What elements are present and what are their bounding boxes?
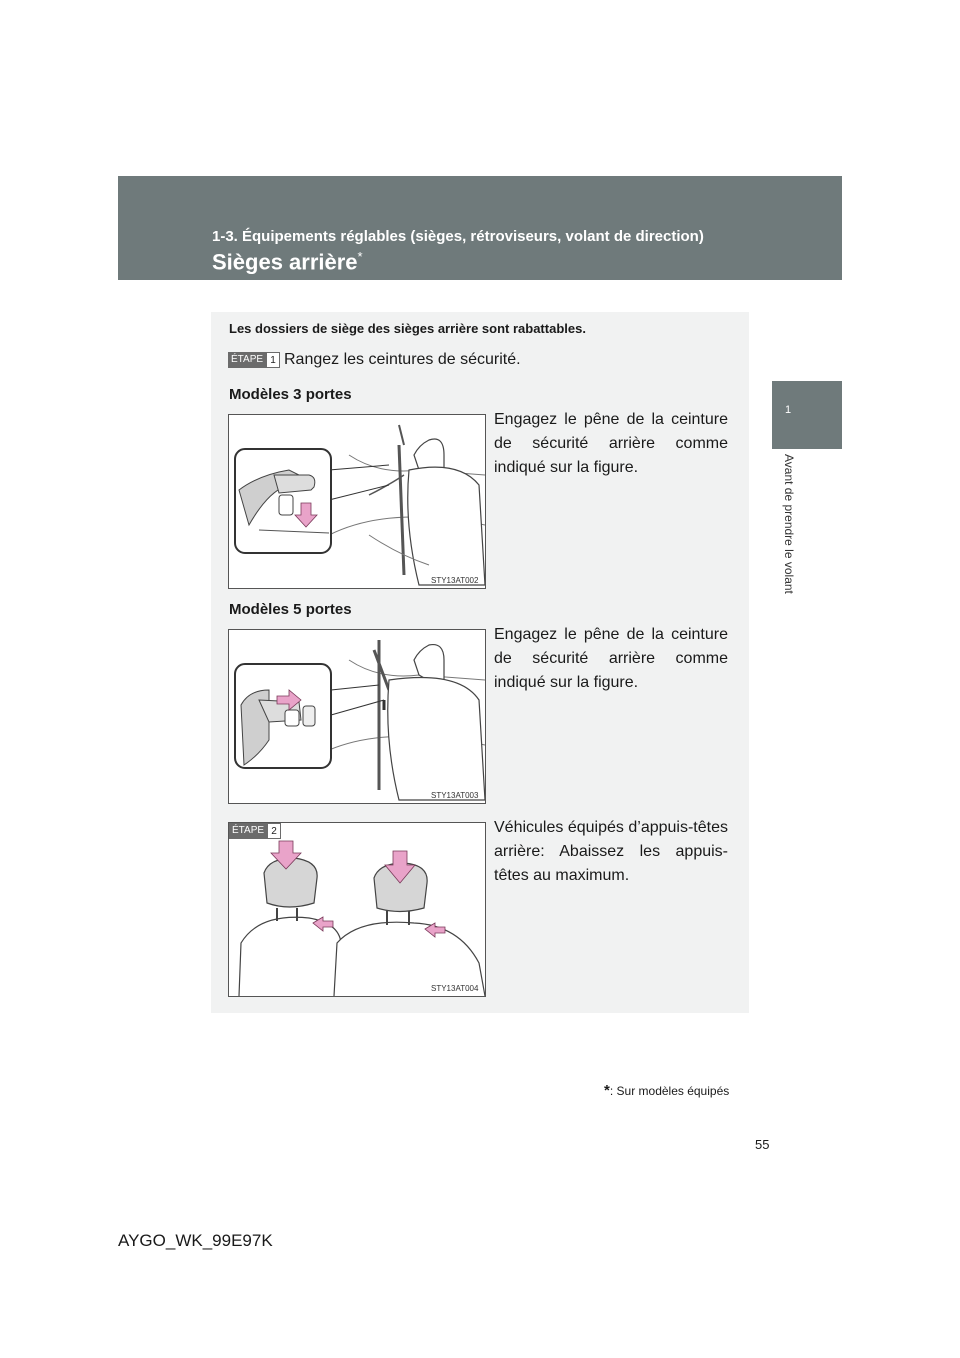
- chapter-label-container: [760, 454, 820, 634]
- document-code: AYGO_WK_99E97K: [118, 1231, 273, 1250]
- intro-text: Les dossiers de siège des sièges arrière sont rabattables.: [229, 321, 586, 336]
- model3-description: Engagez le pêne de la ceinture de sécurité arrière comme indiqué sur la figure.: [494, 411, 728, 476]
- footnote-text: : Sur modèles équipés: [609, 1084, 730, 1098]
- belt-3door-illustration: [229, 415, 485, 588]
- chapter-number: 1: [785, 404, 792, 416]
- chapter-label: Avant de prendre le volant: [782, 454, 796, 594]
- step2-badge-label: ÉTAPE: [229, 823, 267, 839]
- headrest-illustration: [229, 823, 485, 996]
- page-title-text: Sièges arrière: [212, 249, 358, 275]
- step1-badge-number: 1: [266, 352, 280, 368]
- model5-description: Engagez le pêne de la ceinture de sécurité arrière comme indiqué sur la figure.: [494, 626, 728, 691]
- model3-heading: Modèles 3 portes: [229, 386, 352, 403]
- step1-text: Rangez les ceintures de sécurité.: [284, 351, 521, 368]
- model5-figure: [228, 629, 486, 804]
- chapter-tab: [772, 381, 842, 449]
- title-asterisk: *: [357, 249, 363, 264]
- step1-badge-label: ÉTAPE: [228, 352, 266, 368]
- footnote: [604, 1082, 729, 1099]
- page-number: 55: [755, 1137, 770, 1152]
- page-title: [212, 249, 363, 275]
- model5-heading: Modèles 5 portes: [229, 601, 352, 618]
- model3-figure-code: STY13AT002: [431, 576, 479, 585]
- model5-figure-code: STY13AT003: [431, 791, 479, 800]
- step1-badge: [228, 352, 280, 368]
- model3-figure: [228, 414, 486, 589]
- footnote-asterisk: *: [604, 1082, 610, 1099]
- belt-5door-illustration: [229, 630, 485, 803]
- step2-badge: [229, 823, 281, 839]
- step2-figure: [228, 822, 486, 997]
- step2-description: Véhicules équipés d’appuis-têtes arrière: Abaissez les appuis-têtes au maximum.: [494, 819, 728, 884]
- section-title: 1-3. Équipements réglables (sièges, rétroviseurs, volant de direction): [212, 228, 704, 245]
- step2-badge-number: 2: [267, 823, 281, 839]
- step2-figure-code: STY13AT004: [431, 984, 479, 993]
